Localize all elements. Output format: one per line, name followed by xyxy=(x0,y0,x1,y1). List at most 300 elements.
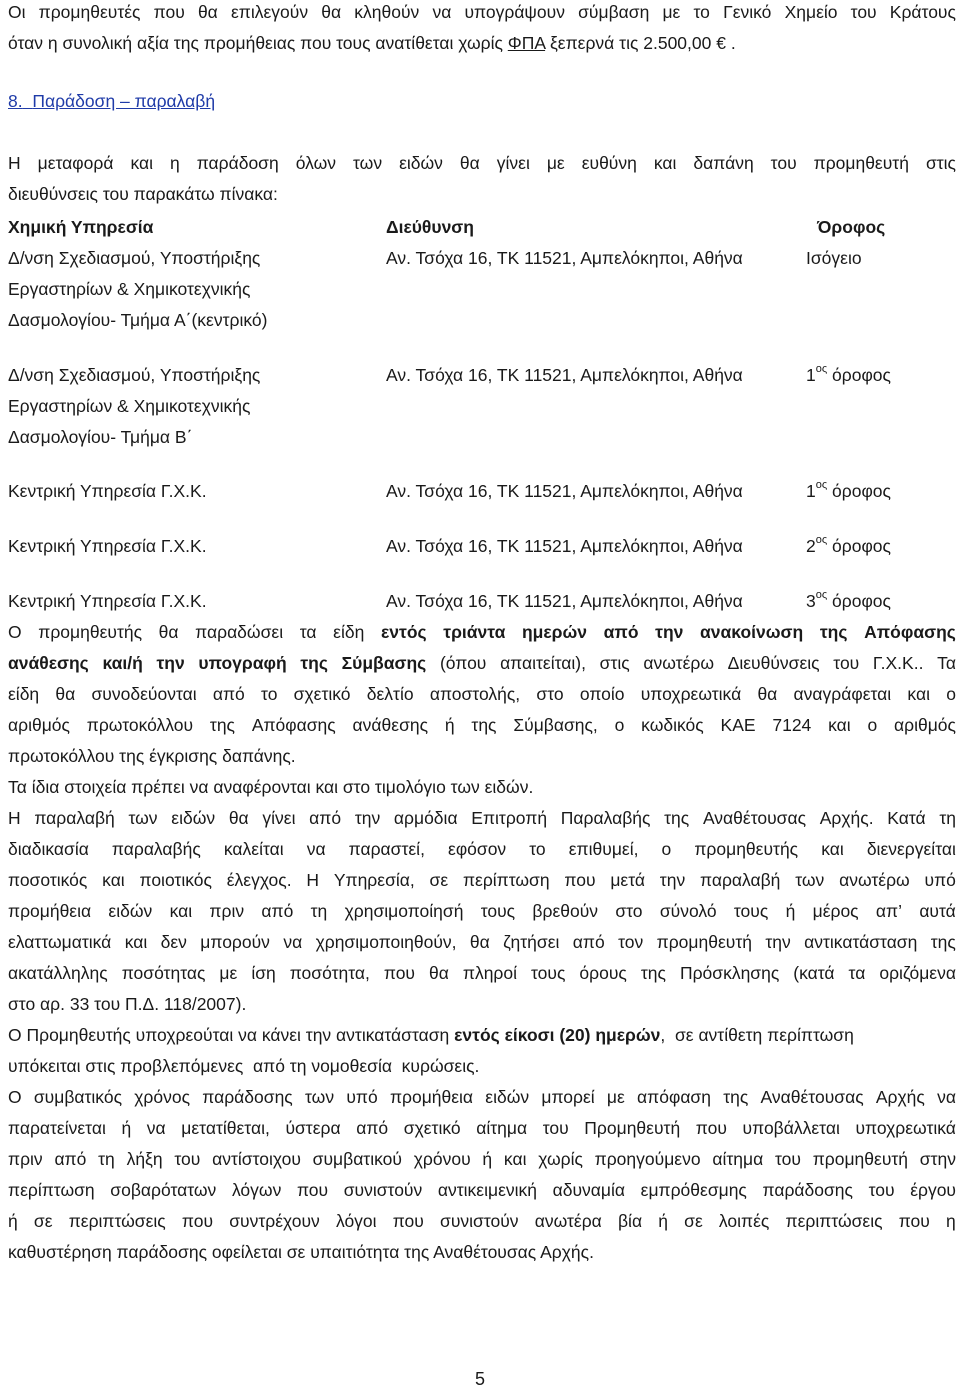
word: αποστολής, xyxy=(429,684,521,704)
word: Η xyxy=(306,870,320,890)
para6-line-6: καθυστέρηση παράδοσης οφείλεται σε υπαιτιότητα της Αναθέτουσας Αρχής. xyxy=(8,1242,594,1262)
word: την xyxy=(765,932,791,952)
floor-label: όροφος xyxy=(827,365,891,385)
word: από xyxy=(54,1149,87,1169)
word: του xyxy=(770,153,797,173)
para6-line-4 xyxy=(8,1180,956,1201)
word: Αρχής xyxy=(875,1087,925,1107)
word: το xyxy=(529,839,546,859)
word: με xyxy=(219,963,238,983)
floor-ordinal: ος xyxy=(815,479,828,491)
word: την xyxy=(156,653,185,673)
para5-line-1 xyxy=(8,1025,854,1046)
floor-value: 3 xyxy=(806,591,816,611)
word: ειδών xyxy=(171,808,216,828)
service-cell xyxy=(8,360,260,453)
word: Γενικό xyxy=(723,2,772,22)
word: περιπτώσεις xyxy=(785,1211,883,1231)
word: Τα xyxy=(937,653,956,673)
para5-text: , σε αντίθετη περίπτωση xyxy=(660,1025,854,1045)
word: ύστερα xyxy=(285,1118,341,1138)
word: θα xyxy=(757,684,778,704)
word: θα xyxy=(158,622,179,642)
floor-cell xyxy=(806,243,862,274)
word: περίπτωση xyxy=(8,1180,95,1200)
word: ακατάλληλης xyxy=(8,963,108,983)
word: του xyxy=(868,1180,895,1200)
floor-ordinal: ος xyxy=(815,534,828,546)
para2-line-3 xyxy=(8,684,956,705)
word: μετά xyxy=(610,870,645,890)
word: μετατίθεται, xyxy=(181,1118,270,1138)
word: σύμβαση xyxy=(578,2,650,22)
word: επιλεγούν xyxy=(230,2,309,22)
word: ειδών xyxy=(485,1087,530,1107)
word: συνιστούν xyxy=(440,1211,519,1231)
col-header-address: Διεύθυνση xyxy=(386,217,474,237)
word: όλων xyxy=(295,153,337,173)
word: χρόνου xyxy=(413,1149,471,1169)
word: των xyxy=(795,870,825,890)
word: βία xyxy=(617,1211,643,1231)
word: η xyxy=(946,1211,956,1231)
service-cell: Κεντρική Υπηρεσία Γ.Χ.Κ. xyxy=(8,536,207,556)
word: ή xyxy=(482,1149,493,1169)
word: τη xyxy=(939,808,956,828)
word: καλείται xyxy=(223,839,284,859)
word: χωρίς xyxy=(538,1149,583,1169)
word: αρμόδια xyxy=(393,808,458,828)
word: ή xyxy=(121,1118,132,1138)
para6-line-2 xyxy=(8,1118,956,1139)
word: παραδώσει xyxy=(195,622,284,642)
word: σε xyxy=(684,1211,703,1231)
word: και xyxy=(653,153,677,173)
word: Υπηρεσία, xyxy=(333,870,415,890)
floor-label: όροφος xyxy=(827,536,891,556)
word: μπορεί xyxy=(541,1087,595,1107)
word: και xyxy=(828,715,851,735)
word: ελαττωματικά xyxy=(8,932,112,952)
service-cell xyxy=(8,243,267,336)
word: αδυναμία xyxy=(552,1180,626,1200)
word: Ο xyxy=(8,622,22,642)
word: Απόφασης xyxy=(864,622,956,642)
word: ανωτέρω xyxy=(839,870,910,890)
para5-line-2: υπόκειται στις προβλεπόμενες από τη νομοθεσία κυρώσεις. xyxy=(8,1056,480,1076)
para2-line-4 xyxy=(8,715,956,736)
floor-cell xyxy=(806,360,891,391)
service-cell: Κεντρική Υπηρεσία Γ.Χ.Κ. xyxy=(8,591,207,611)
word: είδη xyxy=(8,684,40,704)
para1-line-2: διευθύνσεις του παρακάτω πίνακα: xyxy=(8,184,278,204)
word: ο xyxy=(614,715,625,735)
word: των xyxy=(304,1087,335,1107)
floor-value: Ισόγειο xyxy=(806,248,862,268)
word: που xyxy=(898,1211,930,1231)
word: Οι xyxy=(8,2,26,22)
word: την xyxy=(655,622,684,642)
word: σχετικό xyxy=(293,684,351,704)
word: επιθυμεί, xyxy=(568,839,639,859)
word: της xyxy=(819,622,848,642)
word: λήξη xyxy=(126,1149,163,1169)
word: περιπτώσεις xyxy=(68,1211,166,1231)
word: λοιπές xyxy=(718,1211,770,1231)
word: σχετικό xyxy=(403,1118,461,1138)
word: Κατά xyxy=(887,808,926,828)
para4-line-5 xyxy=(8,932,956,953)
word: σε xyxy=(429,870,449,890)
word: να xyxy=(937,1087,956,1107)
word: των xyxy=(353,153,383,173)
word: συμβατικού xyxy=(312,1149,402,1169)
para2-line-2 xyxy=(8,653,956,674)
para5-text: Ο Προμηθευτής υποχρεούται να κάνει την αντικατάσταση xyxy=(8,1025,455,1045)
word: τα xyxy=(848,963,866,983)
word: απαιτείται), xyxy=(500,653,586,673)
word: ειδών xyxy=(108,901,153,921)
word: ανάθεσης xyxy=(8,653,89,673)
word: θα xyxy=(459,153,480,173)
word: οριζόμενα xyxy=(879,963,956,983)
word: ζητήσει xyxy=(503,932,560,952)
floor-ordinal: ος xyxy=(815,363,828,375)
word: προμηθευτή xyxy=(813,153,909,173)
word: Αρχής. xyxy=(819,808,874,828)
word: από xyxy=(356,1118,389,1138)
address-cell: Αν. Τσόχα 16, ΤΚ 11521, Αμπελόκηποι, Αθήνα xyxy=(386,536,743,556)
floor-cell xyxy=(806,586,891,617)
word: ποιοτικός xyxy=(139,870,212,890)
word: ή xyxy=(8,1211,18,1231)
word: προμήθεια xyxy=(389,1087,474,1107)
intro-line-2 xyxy=(8,33,736,54)
word: τον xyxy=(618,932,644,952)
word: και xyxy=(102,870,125,890)
service-line: Δασμολογίου- Τμήμα Α΄(κεντρικό) xyxy=(8,310,268,330)
para2-line-5: πρωτοκόλλου της έγκρισης δαπάνης. xyxy=(8,746,296,766)
word: εφόσον xyxy=(448,839,507,859)
word: και xyxy=(503,1149,527,1169)
word: και/ή xyxy=(102,653,143,673)
word: των xyxy=(128,808,158,828)
floor-label: όροφος xyxy=(827,481,891,501)
para3-line: Τα ίδια στοιχεία πρέπει να αναφέρονται και στο τιμολόγιο των ειδών. xyxy=(8,777,534,797)
word: εμπρόθεσμης xyxy=(640,1180,747,1200)
word: τα xyxy=(299,622,317,642)
word: και xyxy=(907,684,930,704)
word: συνοδεύονται xyxy=(91,684,197,704)
para4-line-2 xyxy=(8,839,956,860)
word: που xyxy=(392,1211,424,1231)
section-heading xyxy=(8,91,215,112)
word: απ’ xyxy=(875,901,903,921)
word: υποβάλλεται xyxy=(742,1118,840,1138)
word: διαδικασία xyxy=(8,839,89,859)
floor-value: 2 xyxy=(806,536,816,556)
word: πρωτοκόλλου xyxy=(86,715,194,735)
word: να xyxy=(306,839,326,859)
word: και xyxy=(821,839,844,859)
intro-text: όταν η συνολική αξία της προμήθειας που τους ανατίθεται χωρίς xyxy=(8,33,508,53)
word: που xyxy=(383,963,416,983)
word: αριθμός xyxy=(8,715,70,735)
word: στο xyxy=(536,684,564,704)
word: απόφαση xyxy=(637,1087,711,1107)
word: Ο xyxy=(8,1087,22,1107)
word: χρόνος xyxy=(134,1087,191,1107)
word: του xyxy=(174,1149,201,1169)
word: ίση xyxy=(251,963,276,983)
word: στις xyxy=(599,653,630,673)
word: προμηθευτές xyxy=(38,2,141,22)
word: ποσοτικός xyxy=(8,870,88,890)
word: πριν xyxy=(8,1149,43,1169)
word: να xyxy=(432,2,452,22)
word: διενεργείται xyxy=(866,839,956,859)
word: να xyxy=(146,1118,166,1138)
word: γίνει xyxy=(496,153,530,173)
word: (όπου xyxy=(439,653,487,673)
word: παραλαβής xyxy=(111,839,201,859)
word: στην xyxy=(919,1149,956,1169)
section-number: 8. xyxy=(8,91,23,111)
word: είδη xyxy=(333,622,365,642)
word: γίνει xyxy=(262,808,296,828)
word: Διευθύνσεις xyxy=(727,653,820,673)
word: στο xyxy=(615,901,643,921)
word: προμηθευτή xyxy=(656,932,752,952)
word: Προμηθευτή xyxy=(584,1118,681,1138)
para2-line-1 xyxy=(8,622,956,643)
word: προμηθευτής xyxy=(38,622,143,642)
word: 7124 xyxy=(772,715,812,735)
word: ή xyxy=(444,715,455,735)
word: τους xyxy=(480,901,516,921)
word: λόγων xyxy=(231,1180,282,1200)
word: ανάθεσης xyxy=(352,715,429,735)
word: υπογράψουν xyxy=(464,2,565,22)
word: που xyxy=(153,2,185,22)
floor-value: 1 xyxy=(806,365,816,385)
word: παραλαβή xyxy=(34,808,115,828)
word: υπό xyxy=(924,870,956,890)
floor-label: όροφος xyxy=(827,591,891,611)
para1-line-1 xyxy=(8,153,956,174)
word: χρησιμοποιηθούν, xyxy=(315,932,457,952)
word: πριν xyxy=(209,901,245,921)
word: το xyxy=(261,684,278,704)
word: μεταφορά xyxy=(37,153,114,173)
word: εντός xyxy=(380,622,427,642)
service-line: Δ/νση Σχεδιασμού, Υποστήριξης xyxy=(8,365,261,385)
word: και xyxy=(130,153,153,173)
floor-value: 1 xyxy=(806,481,816,501)
floor-cell xyxy=(806,531,891,562)
address-cell: Αν. Τσόχα 16, ΤΚ 11521, Αμπελόκηποι, Αθήνα xyxy=(386,248,743,268)
word: αναγράφεται xyxy=(793,684,892,704)
word: και xyxy=(169,901,193,921)
word: σε xyxy=(33,1211,53,1231)
word: ανωτέρα xyxy=(534,1211,602,1231)
word: του xyxy=(542,1118,569,1138)
word: Πρόσκλησης xyxy=(679,963,780,983)
word: από xyxy=(212,684,245,704)
word: αντίστοιχου xyxy=(212,1149,301,1169)
word: να xyxy=(283,932,303,952)
word: υπογραφή xyxy=(198,653,287,673)
word: ανωτέρω xyxy=(643,653,714,673)
word: οποίο xyxy=(579,684,625,704)
word: προηγούμενο xyxy=(594,1149,701,1169)
para6-line-3 xyxy=(8,1149,956,1170)
word: του xyxy=(833,653,860,673)
word: ο xyxy=(661,839,672,859)
para6-line-1 xyxy=(8,1087,956,1108)
word: που xyxy=(181,1211,214,1231)
word: Απόφασης xyxy=(251,715,336,735)
word: που xyxy=(296,1180,329,1200)
word: Χημείο xyxy=(784,2,838,22)
word: παρατείνεται xyxy=(8,1118,106,1138)
service-line: Δασμολογίου- Τμήμα Β΄ xyxy=(8,427,193,447)
word: θα xyxy=(228,808,249,828)
word: αίτημα xyxy=(712,1149,764,1169)
word: από xyxy=(309,808,342,828)
word: θα xyxy=(469,932,490,952)
word: που xyxy=(695,1118,727,1138)
word: Σύμβασης, xyxy=(513,715,598,735)
col-header-service: Χημική Υπηρεσία xyxy=(8,217,154,237)
word: κωδικός xyxy=(641,715,704,735)
word: συμβατικός xyxy=(33,1087,123,1107)
word: ή xyxy=(658,1211,668,1231)
word: ΚΑΕ xyxy=(720,715,756,735)
word: Επιτροπή xyxy=(471,808,548,828)
para6-line-5 xyxy=(8,1211,956,1232)
word: θα xyxy=(55,684,76,704)
address-cell: Αν. Τσόχα 16, ΤΚ 11521, Αμπελόκηποι, Αθήνα xyxy=(386,365,743,385)
service-line: Εργαστηρίων & Χημικοτεχνικής xyxy=(8,279,251,299)
word: Παραλαβής xyxy=(560,808,651,828)
para5-bold: εντός είκοσι (20) ημερών xyxy=(454,1025,661,1045)
word: Η xyxy=(8,153,21,173)
intro-line-1 xyxy=(8,2,956,23)
word: συνιστούν xyxy=(343,1180,423,1200)
word: με xyxy=(546,153,565,173)
word: (κατά xyxy=(793,963,835,983)
word: στις xyxy=(925,153,956,173)
word: τους xyxy=(733,901,769,921)
word: έλεγχος. xyxy=(226,870,292,890)
word: ο xyxy=(946,684,956,704)
word: της xyxy=(300,653,328,673)
word: από xyxy=(603,622,639,642)
word: αίτημα xyxy=(476,1118,528,1138)
word: παραλαβή xyxy=(700,870,781,890)
word: αντικατάσταση xyxy=(804,932,918,952)
word: του xyxy=(850,2,877,22)
word: δαπάνη xyxy=(693,153,754,173)
word: υπό xyxy=(346,1087,378,1107)
word: ποσότητα, xyxy=(289,963,370,983)
service-line: Δ/νση Σχεδιασμού, Υποστήριξης xyxy=(8,248,261,268)
word: προμηθευτή xyxy=(812,1149,909,1169)
address-cell: Αν. Τσόχα 16, ΤΚ 11521, Αμπελόκηποι, Αθήνα xyxy=(386,481,743,501)
word: προμηθευτής xyxy=(694,839,799,859)
word: αριθμός xyxy=(894,715,956,735)
word: Γ.Χ.Κ.. xyxy=(872,653,924,673)
word: συντρέχουν xyxy=(229,1211,320,1231)
para4-line-6 xyxy=(8,963,956,984)
word: δελτίο xyxy=(366,684,414,704)
word: με xyxy=(606,1087,625,1107)
word: με xyxy=(662,2,681,22)
word: υποχρεωτικά xyxy=(640,684,742,704)
word: Η xyxy=(8,808,21,828)
page-number: 5 xyxy=(474,1369,485,1389)
word: της xyxy=(471,715,497,735)
word: αντικειμενική xyxy=(437,1180,537,1200)
word: από xyxy=(572,932,605,952)
word: της xyxy=(664,808,690,828)
floor-ordinal: ος xyxy=(815,589,828,601)
word: τους xyxy=(531,963,566,983)
word: της xyxy=(209,715,235,735)
word: παράδοσης xyxy=(202,1087,293,1107)
word: χρησιμοποίησή xyxy=(344,901,464,921)
word: ειδών xyxy=(399,153,443,173)
service-line: Εργαστηρίων & Χημικοτεχνικής xyxy=(8,396,251,416)
vat-abbrev: ΦΠΑ xyxy=(507,33,546,53)
word: και xyxy=(124,932,148,952)
intro-amount: ξεπερνά τις 2.500,00 € . xyxy=(545,33,736,53)
word: της xyxy=(723,1087,749,1107)
word: θα xyxy=(321,2,342,22)
word: ο xyxy=(867,715,878,735)
word: τη xyxy=(310,901,328,921)
word: ευθύνη xyxy=(581,153,637,173)
word: από xyxy=(261,901,294,921)
word: παράδοση xyxy=(196,153,279,173)
word: της xyxy=(640,963,666,983)
word: θα xyxy=(429,963,449,983)
word: ημερών xyxy=(521,622,588,642)
word: Σύμβασης xyxy=(341,653,427,673)
word: δεν xyxy=(160,932,187,952)
service-cell: Κεντρική Υπηρεσία Γ.Χ.Κ. xyxy=(8,481,207,501)
word: η xyxy=(169,153,180,173)
word: της xyxy=(930,932,956,952)
word: την xyxy=(659,870,686,890)
word: ποσότητας xyxy=(121,963,206,983)
word: σοβαρότατων xyxy=(110,1180,217,1200)
word: τη xyxy=(98,1149,115,1169)
floor-cell xyxy=(806,476,891,507)
word: το xyxy=(693,2,710,22)
word: που xyxy=(564,870,596,890)
word: περίπτωση xyxy=(462,870,550,890)
word: ανακοίνωση xyxy=(700,622,804,642)
word: την xyxy=(354,808,381,828)
word: προμήθεια xyxy=(8,901,92,921)
word: Αναθέτουσας xyxy=(760,1087,864,1107)
word: μπορούν xyxy=(200,932,270,952)
para4-line-3 xyxy=(8,870,956,891)
word: βρεθούν xyxy=(532,901,599,921)
word: λόγοι xyxy=(335,1211,377,1231)
